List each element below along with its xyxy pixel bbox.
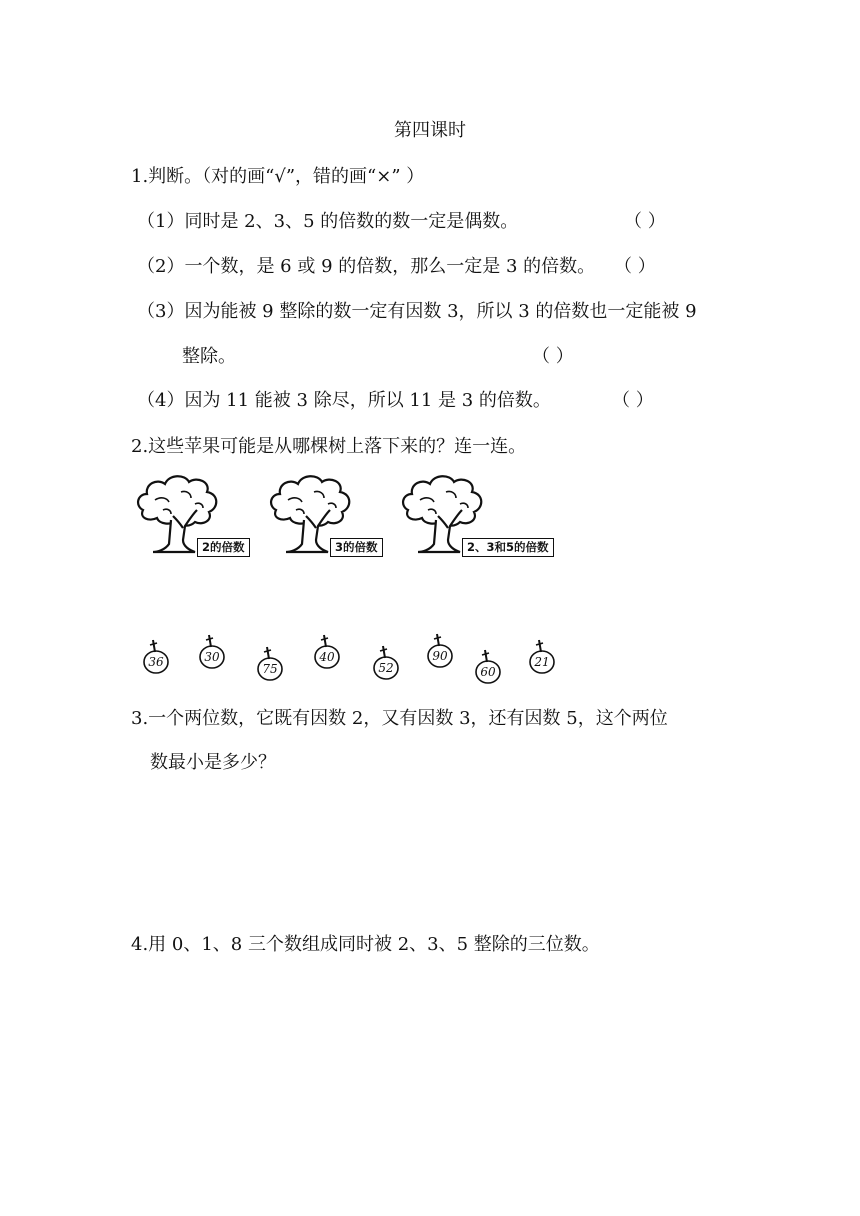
q1-item-3-answer-blank[interactable]: （ ） bbox=[532, 346, 574, 367]
apple-number: 40 bbox=[319, 650, 335, 664]
q1-item-1-answer-blank[interactable]: （ ） bbox=[624, 211, 666, 232]
q1-item-2-answer-blank[interactable]: （ ） bbox=[614, 256, 656, 277]
apple-icon[interactable] bbox=[255, 645, 285, 683]
apple-icon[interactable] bbox=[371, 644, 401, 682]
q1-item-4: （4）因为 11 能被 3 除尽，所以 11 是 3 的倍数。 bbox=[137, 390, 551, 411]
q1-item-2: （2）一个数，是 6 或 9 的倍数，那么一定是 3 的倍数。 bbox=[137, 256, 596, 277]
apple-number: 30 bbox=[204, 650, 220, 664]
q1-stem: 1.判断。（对的画“√”，错的画“×” ） bbox=[131, 166, 425, 187]
apple-number: 60 bbox=[480, 665, 496, 679]
apple-number: 75 bbox=[262, 662, 278, 676]
q3-line-2: 数最小是多少？ bbox=[150, 752, 276, 773]
q3-line-1: 3.一个两位数，它既有因数 2，又有因数 3，还有因数 5，这个两位 bbox=[131, 708, 668, 729]
q2-stem: 2.这些苹果可能是从哪棵树上落下来的？连一连。 bbox=[131, 436, 527, 457]
apple-icon[interactable] bbox=[473, 648, 503, 686]
tree-label-multiples-of-2-3-5: 2、3和5的倍数 bbox=[462, 538, 554, 557]
q1-item-3: （3）因为能被 9 整除的数一定有因数 3，所以 3 的倍数也一定能被 9 bbox=[137, 301, 697, 322]
apple-icon[interactable] bbox=[527, 638, 557, 676]
tree-label-multiples-of-3: 3的倍数 bbox=[330, 538, 383, 557]
apple-number: 90 bbox=[432, 649, 448, 663]
q1-item-4-answer-blank[interactable]: （ ） bbox=[612, 390, 654, 411]
apple-number: 52 bbox=[378, 661, 394, 675]
apple-icon[interactable] bbox=[312, 633, 342, 671]
q4-text: 4.用 0、1、8 三个数组成同时被 2、3、5 整除的三位数。 bbox=[131, 934, 600, 955]
tree-label-multiples-of-2: 2的倍数 bbox=[197, 538, 250, 557]
q1-item-3-continuation: 整除。 bbox=[182, 346, 236, 367]
apple-icon[interactable] bbox=[141, 638, 171, 676]
apple-icon[interactable] bbox=[197, 633, 227, 671]
page-title: 第四课时 bbox=[394, 120, 466, 141]
q1-item-1: （1）同时是 2、3、5 的倍数的数一定是偶数。 bbox=[137, 211, 519, 232]
apple-icon[interactable] bbox=[425, 632, 455, 670]
apple-number: 36 bbox=[148, 655, 164, 669]
apple-number: 21 bbox=[534, 655, 550, 669]
